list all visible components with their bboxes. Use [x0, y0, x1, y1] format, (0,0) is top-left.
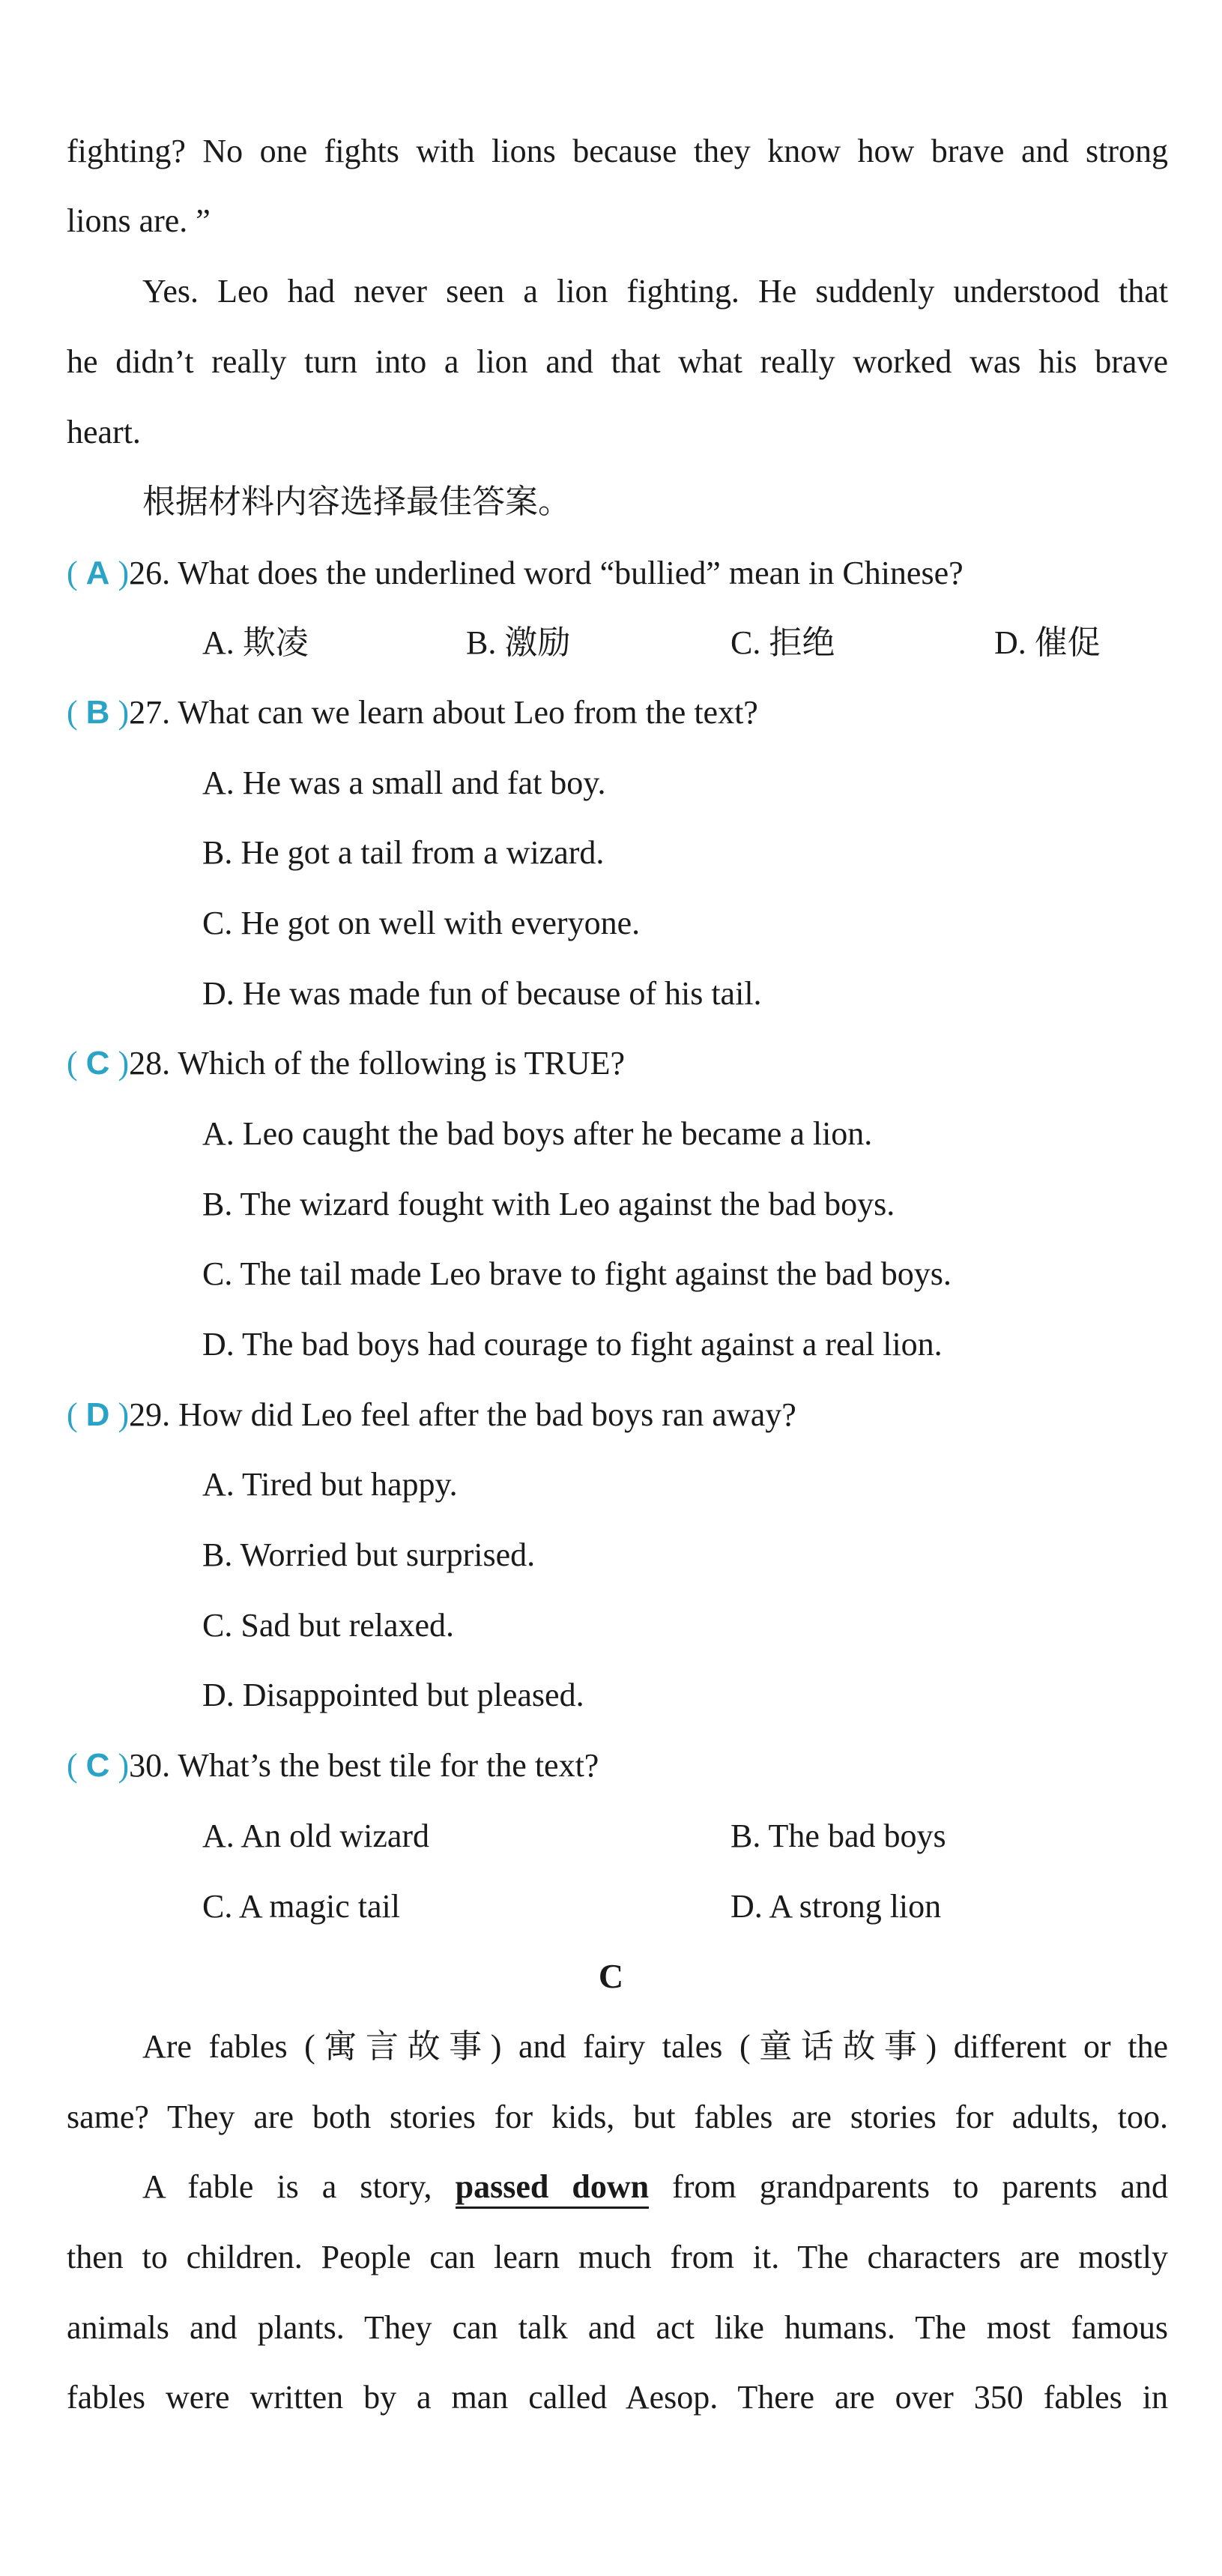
answer-paren: ) [109, 1045, 130, 1082]
underlined-phrase: passed down [456, 2168, 650, 2209]
option-d: D. A strong lion [731, 1888, 942, 1925]
section-heading: C [598, 1957, 624, 1995]
answer-letter: D [85, 1396, 110, 1433]
answer-letter: C [85, 1045, 110, 1082]
question-29 [67, 1393, 796, 1438]
passage-line: fables were written by a man called Aesop. There are over 350 fables in [67, 2379, 1168, 2416]
question-text: 28. Which of the following is TRUE? [129, 1045, 626, 1082]
passage-line: heart. [67, 414, 141, 450]
option-a: A. 欺凌 [202, 624, 309, 661]
answer-paren: ( [67, 1396, 86, 1433]
answer-letter: C [85, 1747, 110, 1784]
passage-line: fighting? No one fights with lions because they know how brave and strong [67, 133, 1168, 169]
answer-paren: ( [67, 1747, 86, 1784]
option-d: D. The bad boys had courage to fight against a real lion. [202, 1326, 943, 1363]
passage-line: same? They are both stories for kids, but fables are stories for adults, too. [67, 2099, 1168, 2135]
answer-paren: ) [109, 694, 130, 731]
option-b: B. The wizard fought with Leo against the bad boys. [202, 1186, 895, 1222]
option-d: D. Disappointed but pleased. [202, 1677, 584, 1713]
option-a: A. He was a small and fat boy. [202, 764, 606, 801]
question-30 [67, 1743, 599, 1788]
option-a: A. Tired but happy. [202, 1466, 458, 1503]
passage-line: Yes. Leo had never seen a lion fighting. He suddenly understood that [142, 273, 1168, 310]
answer-paren: ( [67, 555, 86, 591]
option-b: B. 激励 [466, 624, 571, 661]
option-b: B. Worried but surprised. [202, 1536, 536, 1573]
question-28 [67, 1041, 625, 1086]
text-segment: from grandparents to parents and [649, 2168, 1168, 2205]
question-text: 27. What can we learn about Leo from the text? [129, 694, 758, 731]
answer-paren: ) [109, 555, 130, 591]
option-a: A. An old wizard [202, 1818, 430, 1854]
passage-line: then to children. People can learn much from it. The characters are mostly [67, 2239, 1168, 2275]
option-c: C. The tail made Leo brave to fight against the bad boys. [202, 1255, 952, 1292]
option-c: C. He got on well with everyone. [202, 905, 641, 941]
passage-line: lions are. ” [67, 202, 211, 239]
answer-letter: B [85, 694, 110, 731]
option-c: C. Sad but relaxed. [202, 1607, 455, 1644]
passage-line: animals and plants. They can talk and act like humans. The most famous [67, 2309, 1168, 2346]
question-27 [67, 690, 758, 735]
option-d: D. He was made fun of because of his tail. [202, 975, 762, 1012]
answer-paren: ) [109, 1396, 130, 1433]
text-segment: A fable is a story, [142, 2168, 456, 2205]
answer-paren: ( [67, 694, 86, 731]
option-c: C. A magic tail [202, 1888, 400, 1925]
option-b: B. The bad boys [731, 1818, 946, 1854]
passage-line: Are fables (寓言故事) and fairy tales (童话故事) different or the [142, 2028, 1168, 2065]
passage-line [142, 2165, 1168, 2209]
option-b: B. He got a tail from a wizard. [202, 834, 605, 871]
question-text: 29. How did Leo feel after the bad boys ran away? [129, 1396, 796, 1433]
option-c: C. 拒绝 [731, 624, 835, 661]
question-text: 30. What’s the best tile for the text? [129, 1747, 599, 1784]
answer-paren: ) [109, 1747, 130, 1784]
passage-line: he didn’t really turn into a lion and that what really worked was his brave [67, 343, 1168, 380]
instruction-text: 根据材料内容选择最佳答案。 [142, 483, 571, 520]
question-text: 26. What does the underlined word “bullied” mean in Chinese? [129, 555, 964, 591]
answer-letter: A [85, 555, 110, 591]
question-26 [67, 551, 964, 596]
answer-paren: ( [67, 1045, 86, 1082]
option-d: D. 催促 [994, 624, 1101, 661]
option-a: A. Leo caught the bad boys after he became a lion. [202, 1115, 873, 1152]
